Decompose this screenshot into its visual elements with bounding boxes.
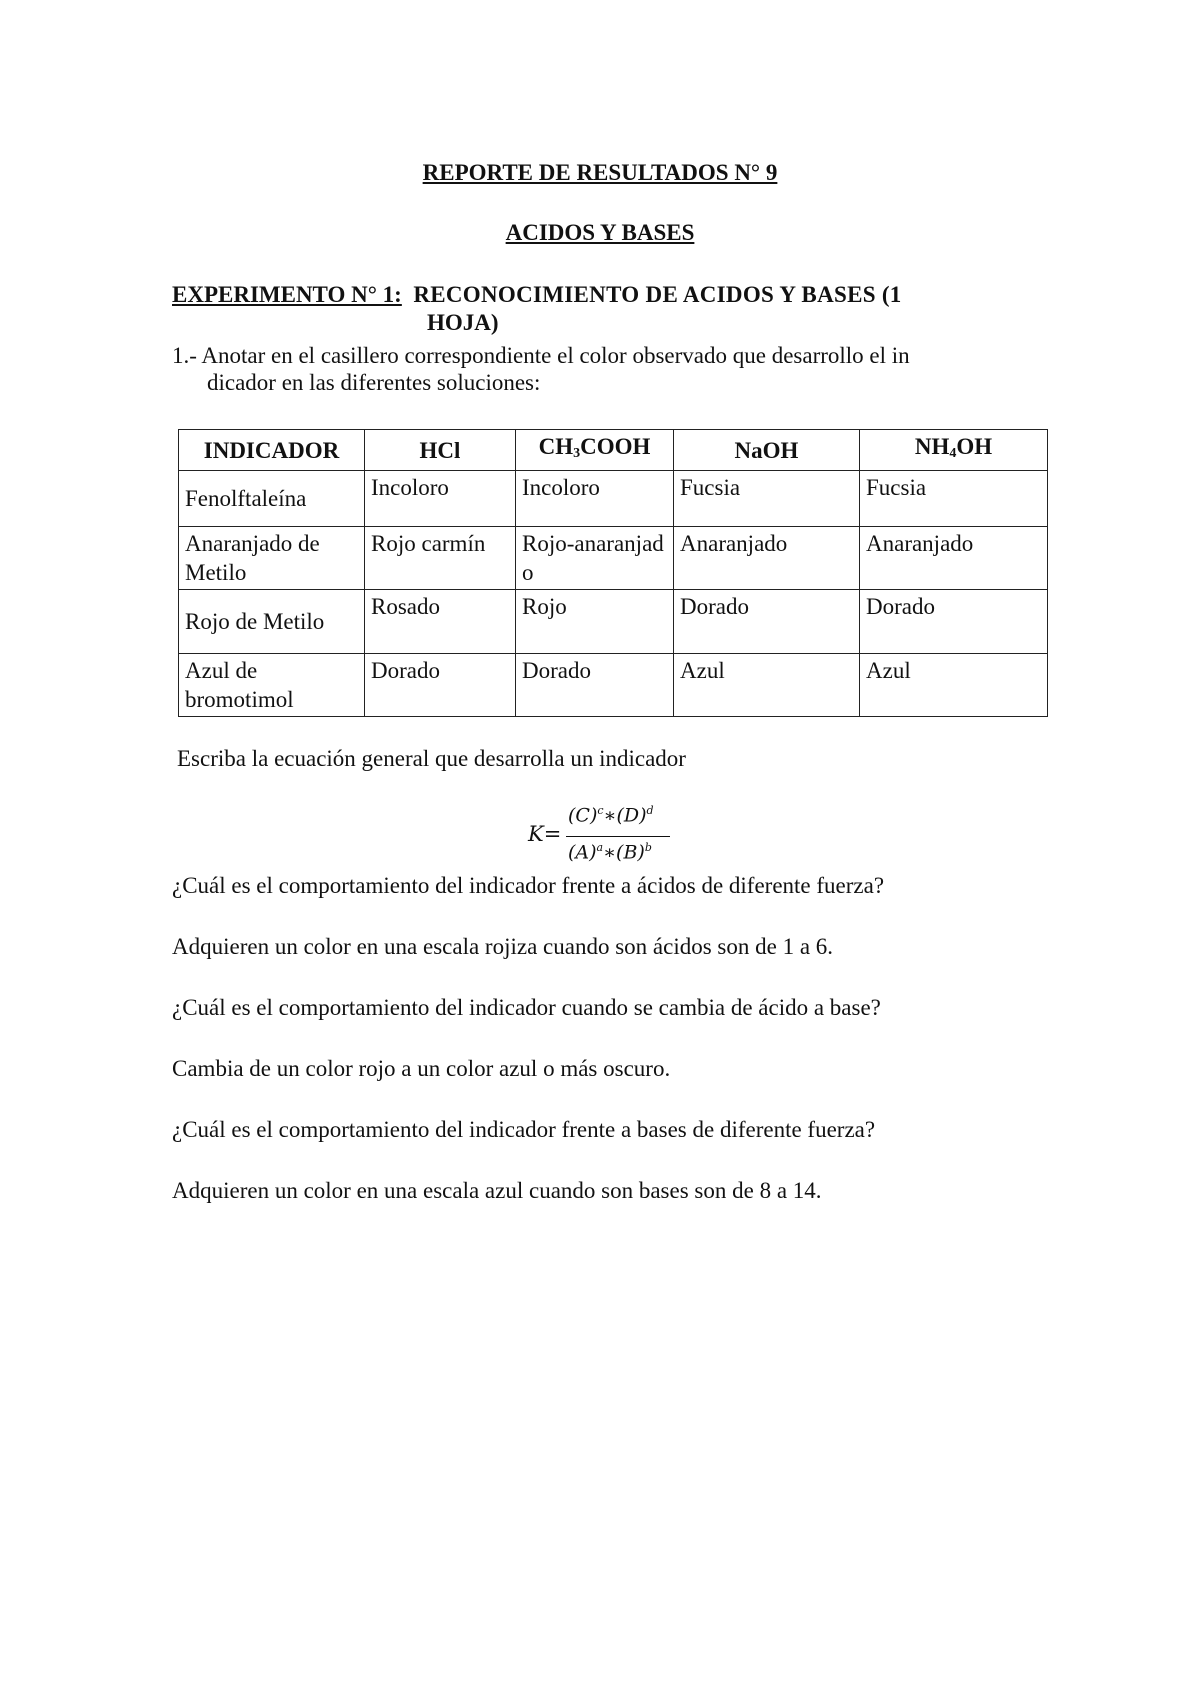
table-cell: Rojo-anaranjado [516,527,674,590]
indicator-cell: Fenolftaleína [179,471,365,527]
equation-numerator: $(C)^c∗(D)^d$ [568,804,654,827]
instruction-line2: dicador en las diferentes soluciones: [207,370,541,395]
experiment-heading [172,280,1042,310]
table-row [179,590,1048,654]
experiment-label: EXPERIMENTO N° 1: [172,282,402,307]
answer-2: Cambia de un color rojo a un color azul o más oscuro. [172,1056,671,1081]
question-1: ¿Cuál es el comportamiento del indicador frente a ácidos de diferente fuerza? [172,873,885,898]
report-title: REPORTE DE RESULTADOS N° 9 [422,160,778,185]
table-cell: Dorado [516,654,674,717]
header-indicator: INDICADOR [179,430,365,471]
question-2: ¿Cuál es el comportamiento del indicador cuando se cambia de ácido a base? [172,995,881,1020]
table-cell: Dorado [365,654,516,717]
experiment-title-line2: HOJA) [427,310,499,335]
question-3: ¿Cuál es el comportamiento del indicador frente a bases de diferente fuerza? [172,1117,876,1142]
table-cell: Fucsia [674,471,860,527]
table-cell: Dorado [860,590,1048,654]
experiment-title-line1: RECONOCIMIENTO DE ACIDOS Y BASES (1 [413,282,902,307]
instruction-line1: 1.- Anotar en el casillero correspondiente el color observado que desarrollo el in [172,343,910,368]
table-cell: Incoloro [516,471,674,527]
fraction-bar [566,836,670,837]
answer-3: Adquieren un color en una escala azul cuando son bases son de 8 a 14. [172,1178,822,1203]
topic-title: ACIDOS Y BASES [505,220,695,245]
table-cell: Rosado [365,590,516,654]
header-ch3cooh: $CH_3COOH$ [516,430,674,471]
equation-lhs: K= [528,822,562,846]
table-cell: Dorado [674,590,860,654]
table-header-row [179,430,1048,471]
equation-prompt: Escriba la ecuación general que desarrolla un indicador [177,746,686,771]
indicator-cell: Azul de bromotimol [179,654,365,717]
header-hcl: HCl [365,430,516,471]
table-cell: Incoloro [365,471,516,527]
table-cell: Fucsia [860,471,1048,527]
table-row [179,527,1048,590]
equation-denominator: $(A)^a∗(B)^b$ [568,841,652,864]
equilibrium-equation [528,800,678,880]
table-cell: Anaranjado [674,527,860,590]
table-cell: Anaranjado [860,527,1048,590]
results-table [178,429,1048,717]
indicator-cell: Anaranjado de Metilo [179,527,365,590]
answer-1: Adquieren un color en una escala rojiza cuando son ácidos son de 1 a 6. [172,934,834,959]
table-cell: Azul [860,654,1048,717]
header-naoh: NaOH [674,430,860,471]
table-row [179,654,1048,717]
table-cell: Azul [674,654,860,717]
header-nh4oh: $NH_4OH$ [860,430,1048,471]
indicator-cell: Rojo de Metilo [179,590,365,654]
table-row [179,471,1048,527]
table-cell: Rojo carmín [365,527,516,590]
table-cell: Rojo [516,590,674,654]
